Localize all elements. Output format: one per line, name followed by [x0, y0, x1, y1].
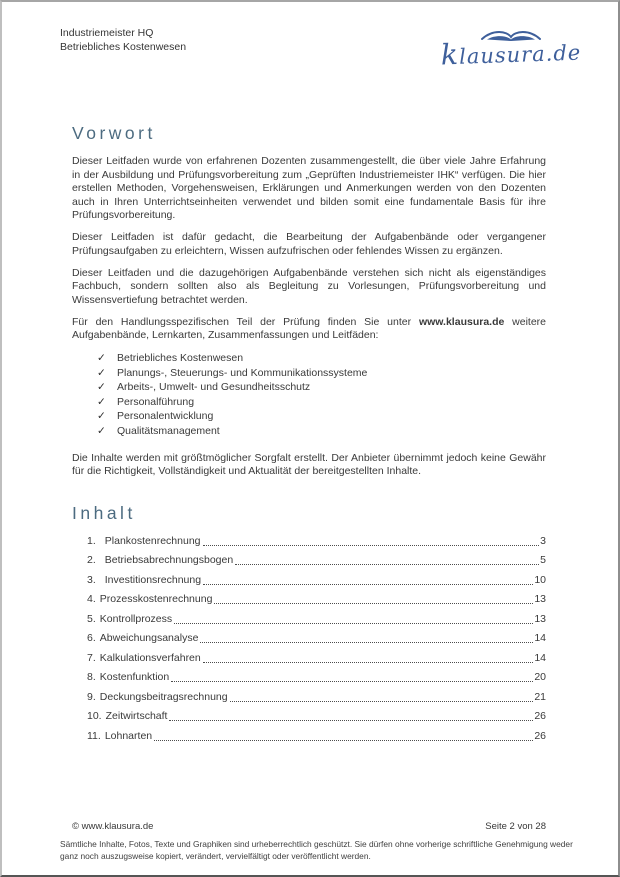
checklist: [97, 351, 546, 439]
toc-dots-leader: [200, 642, 533, 643]
toc-entry-title: Plankostenrechnung: [104, 534, 201, 547]
toc-entry-page: 13: [534, 612, 546, 625]
checkmark-icon: ✓: [97, 381, 106, 394]
klausura-link[interactable]: www.klausura.de: [418, 315, 505, 328]
toc-entry-title: Zeitwirtschaft: [105, 710, 168, 723]
checklist-item: [97, 409, 546, 424]
checklist-item-label: Betriebliches Kostenwesen: [117, 352, 244, 364]
inhalt-title: Inhalt: [72, 502, 136, 523]
vorwort-paragraph-3: Dieser Leitfaden und die dazugehörigen Aufgabenbände verstehen sich nicht als eigenständiges Fachbuch, sondern sollten also als Begleitung zu Vorlesungen, Prüfungsvorbereitung und Wissensvertiefung betrachtet werden.: [72, 266, 546, 306]
toc-entry[interactable]: [87, 652, 546, 665]
checkmark-icon: ✓: [97, 395, 106, 408]
toc-entry-number: 3.: [87, 573, 96, 586]
toc-entry-title: Abweichungsanalyse: [99, 632, 199, 645]
logo-text: klausura.de: [440, 37, 582, 72]
toc-dots-leader: [203, 584, 533, 585]
toc-entry-page: 5: [540, 554, 546, 567]
toc-entry-number: 8.: [87, 671, 96, 684]
toc-entry[interactable]: [87, 554, 546, 567]
checklist-item: [97, 424, 546, 439]
toc-entry[interactable]: [87, 613, 546, 626]
checkmark-icon: ✓: [97, 410, 106, 423]
toc-entry[interactable]: [87, 730, 546, 743]
toc-entry-page: 14: [534, 651, 546, 664]
checkmark-icon: ✓: [97, 366, 106, 379]
toc-entry-page: 14: [534, 632, 546, 645]
vorwort-paragraph-2: Dieser Leitfaden ist dafür gedacht, die Bearbeitung der Aufgabenbände oder vergangener Prüfungsaufgaben zu erleichtern, Wissen aufzufrischen oder fehlendes Wissen zu ergänzen.: [72, 231, 546, 257]
toc-dots-leader: [235, 564, 539, 565]
vorwort-title: Vorwort: [72, 123, 156, 143]
toc-entry-title: Betriebsabrechnungsbogen: [104, 554, 234, 567]
vorwort-links-intro: [72, 316, 546, 343]
header-line-2: Betriebliches Kostenwesen: [60, 41, 187, 53]
toc-entry-page: 21: [534, 690, 546, 703]
toc-entry-number: 1.: [87, 534, 96, 547]
main-content: [2, 122, 618, 743]
toc-dots-leader: [214, 603, 533, 604]
toc-dots-leader: [154, 740, 533, 741]
toc-dots-leader: [174, 623, 533, 624]
text-fragment-before: Für den Handlungsspezifischen Teil der Prüfung finden Sie unter: [72, 315, 419, 328]
toc-entry-page: 13: [534, 593, 546, 606]
checkmark-icon: ✓: [97, 352, 106, 364]
toc-dots-leader: [171, 681, 533, 682]
text-fragment-after: weitere Aufgabenbände, Lernkarten, Zusammenfassungen und Leitfäden:: [72, 315, 547, 341]
toc-entry-number: 4.: [87, 593, 96, 606]
toc-entry[interactable]: [87, 574, 546, 587]
toc-entry-title: Kontrollprozess: [99, 612, 173, 625]
toc-entry[interactable]: [87, 710, 546, 723]
toc-entry-number: 6.: [87, 632, 96, 645]
toc-entry-title: Investitionsrechnung: [104, 573, 202, 586]
toc-entry[interactable]: [87, 632, 546, 645]
checklist-item: [97, 366, 546, 381]
checklist-item: [97, 351, 546, 366]
toc-entry-number: 9.: [87, 690, 96, 703]
footer-copyright-link[interactable]: © www.klausura.de: [72, 821, 154, 833]
footer-row: [72, 821, 546, 832]
toc-entry-title: Lohnarten: [104, 729, 153, 742]
vorwort-paragraph-1: Dieser Leitfaden wurde von erfahrenen Dozenten zusammengestellt, die über viele Jahre Erfahrung in der Ausbildung und Prüfungsvorbereitung zum „Geprüften Industriemeister IHK“ verfügen. Die hier erstellen Methoden, Vorgehensweisen, Erklärungen und Anmerkungen werden von den Dozenten auch in Ihren Unterrichtseinheiten verwendet und bilden somit eine fundamentale Basis für ihre Prüfungsvorbereitung.: [72, 155, 546, 221]
checklist-item: [97, 380, 546, 395]
toc-entry-title: Kostenfunktion: [99, 671, 170, 684]
content-disclaimer: Die Inhalte werden mit größtmöglicher Sorgfalt erstellt. Der Anbieter übernimmt jedoch keine Gewähr für die Richtigkeit, Vollständigkeit und Aktualität der bereitgestellten Inhalte.: [72, 451, 546, 478]
toc-list: [72, 535, 546, 743]
toc-dots-leader: [203, 662, 534, 663]
toc-entry-page: 26: [534, 710, 546, 723]
checklist-item-label: Personalentwicklung: [117, 410, 214, 423]
toc-entry-page: 20: [534, 671, 546, 684]
toc-dots-leader: [230, 701, 534, 702]
toc-dots-leader: [169, 720, 533, 721]
checklist-item-label: Planungs-, Steuerungs- und Kommunikationssysteme: [117, 366, 368, 379]
checklist-item-label: Arbeits-, Umwelt- und Gesundheitsschutz: [117, 381, 311, 394]
toc-entry-title: Deckungsbeitragsrechnung: [99, 690, 228, 703]
toc-dots-leader: [203, 545, 540, 546]
toc-entry[interactable]: [87, 593, 546, 606]
toc-entry-number: 11.: [87, 729, 101, 742]
toc-entry-number: 7.: [87, 651, 96, 664]
toc-entry-page: 3: [540, 534, 546, 547]
toc-entry-title: Kalkulationsverfahren: [99, 651, 201, 664]
toc-entry-page: 26: [534, 729, 546, 742]
toc-entry[interactable]: [87, 691, 546, 704]
toc-entry-page: 10: [534, 573, 546, 586]
toc-entry-number: 2.: [87, 554, 96, 567]
checklist-item-label: Qualitätsmanagement: [117, 424, 220, 437]
logo: [428, 26, 594, 72]
toc-entry-title: Prozesskostenrechnung: [99, 593, 213, 606]
footer-page-number: Seite 2 von 28: [485, 821, 546, 833]
toc-entry-number: 10.: [87, 710, 102, 723]
page-footer: [2, 821, 618, 862]
checkmark-icon: ✓: [97, 424, 106, 437]
toc-entry-number: 5.: [87, 612, 96, 625]
toc-entry[interactable]: [87, 671, 546, 684]
header-line-1: Industriemeister HQ: [60, 27, 154, 39]
checklist-item: [97, 395, 546, 410]
toc-entry[interactable]: [87, 535, 546, 548]
footer-legal-text: Sämtliche Inhalte, Fotos, Texte und Graphiken sind urheberrechtlich geschützt. Sie dürfen ohne vorherige schriftliche Genehmigung weder ganz noch auszugsweise kopiert, verändert, vervielfältigt oder veröffentlicht werden.: [60, 839, 573, 861]
checklist-item-label: Personalführung: [117, 395, 195, 408]
